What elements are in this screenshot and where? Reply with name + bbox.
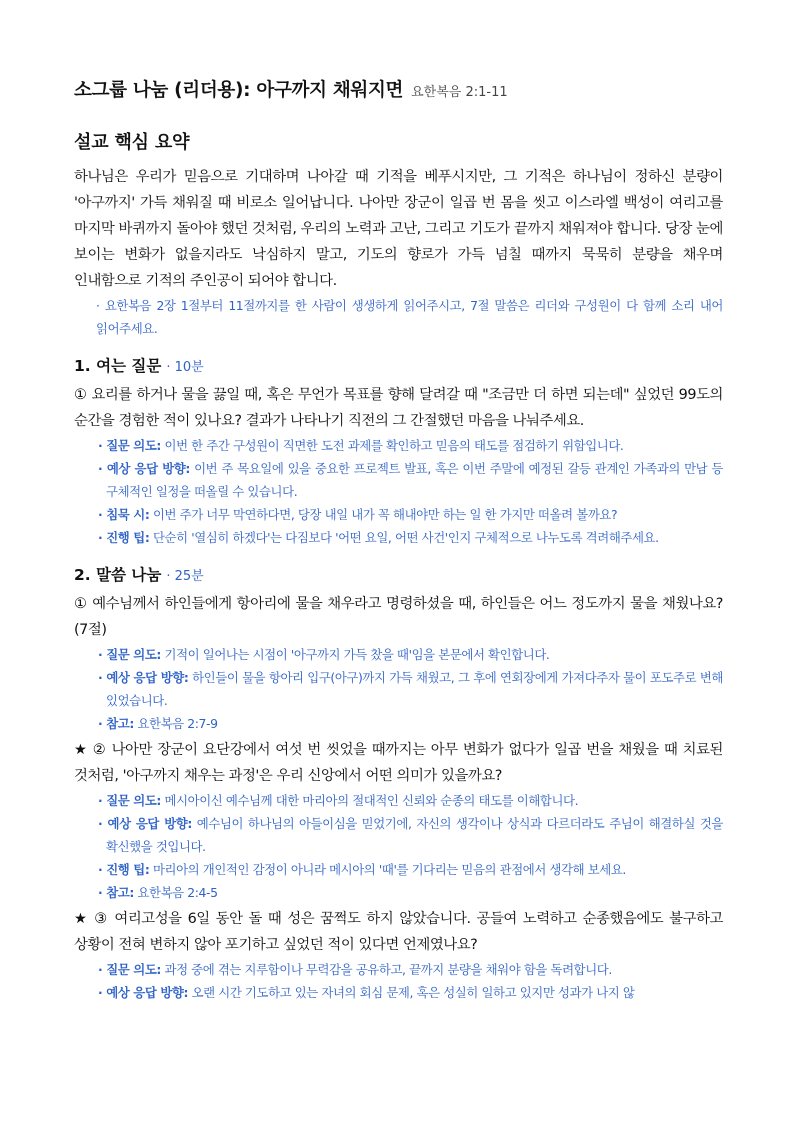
note-item [74, 858, 723, 881]
note-label: · 질문 의도: [98, 647, 161, 662]
note-item [74, 457, 723, 503]
title-row [74, 76, 723, 102]
note-label: · 질문 의도: [98, 793, 161, 808]
question-notes [74, 789, 723, 904]
section-1-header [74, 354, 723, 376]
note-item [74, 643, 723, 666]
note-text: 요한복음 2:4-5 [133, 885, 218, 900]
note-label: · 침묵 시: [98, 507, 150, 522]
note-label: · 진행 팁: [98, 530, 150, 545]
note-label: · 예상 응답 방향: [98, 670, 189, 685]
note-text: 이번 주가 너무 막연하다면, 당장 내일 내가 꼭 해내야만 하는 일 한 가지만 떠올려 볼까요? [149, 507, 618, 522]
note-text: 이번 주 목요일에 있을 중요한 프로젝트 발표, 혹은 이번 주말에 예정된 갈등 관계인 가족과의 만남 등 구체적인 일정을 떠올릴 수 있습니다. [106, 461, 723, 499]
note-item [74, 434, 723, 457]
scripture-reference: 요한복음 2:1-11 [411, 85, 508, 100]
question: ① 예수님께서 하인들에게 항아리에 물을 채우라고 명령하셨을 때, 하인들은 어느 정도까지 물을 채웠나요? (7절) [74, 596, 723, 638]
note-item [74, 666, 723, 712]
question-notes [74, 958, 723, 1004]
note-label: · 예상 응답 방향: [98, 461, 190, 476]
note-item [74, 526, 723, 549]
note-item [74, 881, 723, 904]
note-text: 오랜 시간 기도하고 있는 자녀의 회심 문제, 혹은 성실히 일하고 있지만 성과가 나지 않 [188, 985, 635, 1000]
section-heading: 2. 말씀 나눔 [74, 566, 162, 584]
page-title: 소그룹 나눔 (리더용): 아구까지 채워지면 [74, 80, 404, 101]
note-item [74, 503, 723, 526]
note-text: 요한복음 2:7-9 [133, 716, 218, 731]
note-label: · 예상 응답 방향: [98, 985, 189, 1000]
section-2-header [74, 563, 723, 585]
question: ① 요리를 하거나 물을 끓일 때, 혹은 무언가 목표를 향해 달려갈 때 "조금만 더 하면 되는데" 싶었던 99도의 순간을 경험한 적이 있나요? 결과가 나타나기 직전의 그 간절했던 마음을 나눠주세요. [74, 387, 723, 429]
note-label: · 참고: [98, 885, 134, 900]
note-item [74, 712, 723, 735]
note-text: 이번 한 주간 구성원이 직면한 도전 과제를 확인하고 믿음의 태도를 점검하기 위함입니다. [160, 438, 624, 453]
note-label: · 예상 응답 방향: [98, 816, 192, 831]
note-item [74, 981, 723, 1004]
note-text: 메시아이신 예수님께 대한 마리아의 절대적인 신뢰와 순종의 태도를 이해합니다. [160, 793, 579, 808]
section-heading: 1. 여는 질문 [74, 357, 162, 375]
summary-reading-note: · 요한복음 2장 1절부터 11절까지를 한 사람이 생생하게 읽어주시고, 7절 말씀은 리더와 구성원이 다 함께 소리 내어 읽어주세요. [96, 298, 723, 336]
note-label: · 진행 팁: [98, 862, 150, 877]
summary-body: 하나님은 우리가 믿음으로 기대하며 나아갈 때 기적을 베푸시지만, 그 기적은 하나님이 정하신 분량이 '아구까지' 가득 채워질 때 비로소 일어납니다. 나아만 장군이 일곱 번 몸을 씻고 이스라엘 백성이 여리고를 마지막 바퀴까지 돌아야 했던 것처럼, 우리의 노력과 고난, 그리고 기도가 끝까지 채워져야 합니다. 당장 눈에 보이는 변화가 없을지라도 낙심하지 말고, 기도의 향로가 가득 넘칠 때까지 묵묵히 분량을 채우며 인내함으로 기적의 주인공이 되어야 합니다. [74, 169, 723, 289]
question: ★ ③ 여리고성을 6일 동안 돌 때 성은 꿈쩍도 하지 않았습니다. 공들여 노력하고 순종했음에도 불구하고 상황이 전혀 변하지 않아 포기하고 싶었던 적이 있다면 언제였나요? [74, 911, 723, 953]
question-notes [74, 434, 723, 549]
question: ★ ② 나아만 장군이 요단강에서 여섯 번 씻었을 때까지는 아무 변화가 없다가 일곱 번을 채웠을 때 치료된 것처럼, '아구까지 채우는 과정'은 우리 신앙에서 어떤 의미가 있을까요? [74, 742, 723, 784]
note-text: 하인들이 물을 항아리 입구(아구)까지 가득 채웠고, 그 후에 연회장에게 가져다주자 물이 포도주로 변해 있었습니다. [106, 670, 723, 708]
question-notes [74, 643, 723, 735]
note-label: · 질문 의도: [98, 438, 161, 453]
note-text: 예수님이 하나님의 아들이심을 믿었기에, 자신의 생각이나 상식과 다르더라도 주님이 해결하실 것을 확신했을 것입니다. [106, 816, 723, 854]
note-text: 과정 중에 겪는 지루함이나 무력감을 공유하고, 끝까지 분량을 채워야 함을 독려합니다. [160, 962, 612, 977]
section-time: · 25분 [166, 569, 204, 584]
note-item [74, 789, 723, 812]
note-item [74, 812, 723, 858]
note-item [74, 958, 723, 981]
summary-heading: 설교 핵심 요약 [74, 132, 190, 153]
note-text: 단순히 '열심히 하겠다'는 다짐보다 '어떤 요일, 어떤 사건'인지 구체적으로 나누도록 격려해주세요. [149, 530, 659, 545]
note-label: · 질문 의도: [98, 962, 161, 977]
note-text: 기적이 일어나는 시점이 '아구까지 가득 찼을 때'임을 본문에서 확인합니다. [160, 647, 550, 662]
section-time: · 10분 [166, 360, 204, 375]
note-text: 마리아의 개인적인 감정이 아니라 메시아의 '때'를 기다리는 믿음의 관점에서 생각해 보세요. [149, 862, 626, 877]
note-label: · 참고: [98, 716, 134, 731]
